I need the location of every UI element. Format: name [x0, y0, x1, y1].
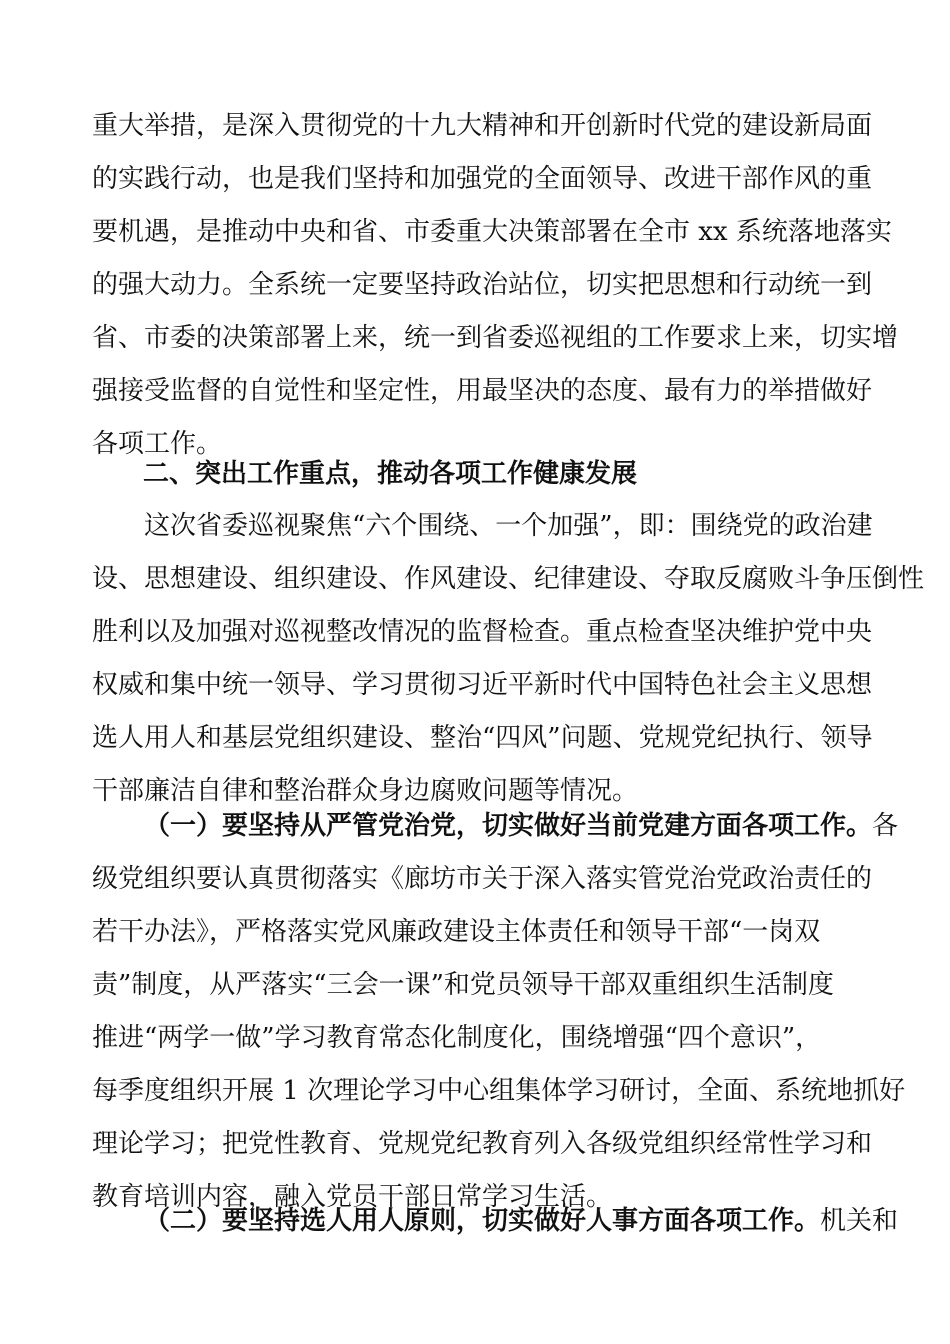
text-line: 重大举措，是深入贯彻党的十九大精神和开创新时代党的建设新局面 [92, 111, 873, 141]
text-line: 干部廉洁自律和整治群众身边腐败问题等情况。 [92, 776, 639, 806]
text-line: 这次省委巡视聚焦“六个围绕、一个加强”，即：围绕党的政治建 [144, 511, 873, 541]
text-line: 的强大动力。全系统一定要坚持政治站位，切实把思想和行动统一到 [92, 270, 873, 300]
text-line: 要机遇，是推动中央和省、市委重大决策部署在全市 xx 系统落地落实 [92, 217, 892, 247]
paragraph-1 [92, 100, 899, 471]
text-line: 各项工作。 [92, 429, 223, 459]
text-line: 权威和集中统一领导、学习贯彻习近平新时代中国特色社会主义思想 [92, 670, 873, 700]
text-line: 设、思想建设、组织建设、作风建设、纪律建设、夺取反腐败斗争压倒性 [92, 564, 925, 594]
text-line: 若干办法》，严格落实党风廉政建设主体责任和领导干部“一岗双 [92, 917, 821, 947]
subsection-lead: （一）要坚持从严管党治党，切实做好当前党建方面各项工作。 [144, 811, 873, 841]
text-line: 推进“两学一做”学习教育常态化制度化，围绕增强“四个意识”， [92, 1023, 822, 1053]
section-heading: 二、突出工作重点，推动各项工作健康发展 [143, 459, 638, 489]
text-line [92, 1195, 899, 1248]
text-line: 选人用人和基层党组织建设、整治“四风”问题、党规党纪执行、领导 [92, 723, 873, 753]
paragraph-4 [92, 1195, 899, 1248]
text-line: 级党组织要认真贯彻落实《廊坊市关于深入落实管党治党政治责任的 [92, 864, 873, 894]
text-line: 省、市委的决策部署上来，统一到省委巡视组的工作要求上来，切实增 [92, 323, 899, 353]
text-line: 的实践行动，也是我们坚持和加强党的全面领导、改进干部作风的重 [92, 164, 873, 194]
lead-tail: 各 [872, 811, 899, 841]
text-line: 教育培训内容，融入党员干部日常学习生活。 [92, 1182, 613, 1212]
text-line: 责”制度，从严落实“三会一课”和党员领导干部双重组织生活制度 [92, 970, 834, 1000]
text-line: 强接受监督的自觉性和坚定性，用最坚决的态度、最有力的举措做好 [92, 376, 873, 406]
text-line: 胜利以及加强对巡视整改情况的监督检查。重点检查坚决维护党中央 [92, 617, 873, 647]
text-line: 每季度组织开展 1 次理论学习中心组集体学习研讨，全面、系统地抓好 [92, 1076, 906, 1106]
paragraph-2 [92, 500, 925, 818]
text-line: 理论学习；把党性教育、党规党纪教育列入各级党组织经常性学习和 [92, 1129, 873, 1159]
lead-tail: 机关和 [820, 1206, 899, 1236]
text-line [92, 800, 899, 853]
subsection-lead: （二）要坚持选人用人原则，切实做好人事方面各项工作。 [144, 1206, 821, 1236]
